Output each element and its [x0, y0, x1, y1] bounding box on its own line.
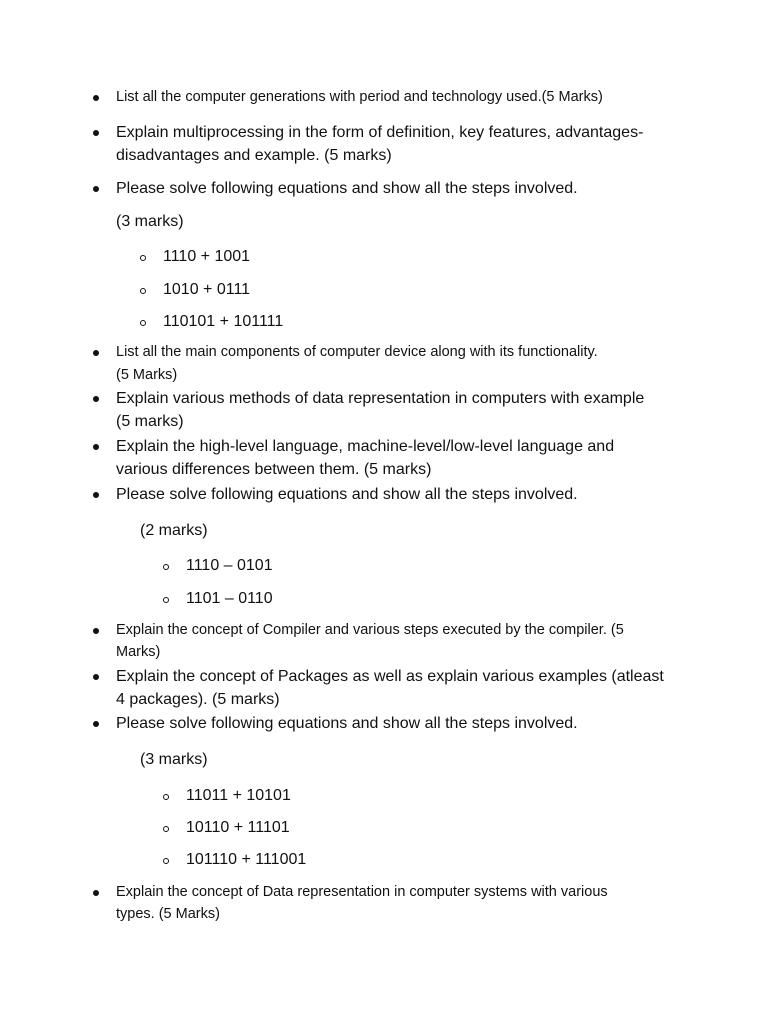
question-7-equation-1: 1110 – 0101 — [186, 557, 273, 574]
question-7-marks: (2 marks) — [140, 522, 208, 539]
bullet-icon — [93, 186, 99, 192]
bullet-icon — [93, 890, 99, 896]
sub-bullet-icon — [163, 564, 169, 570]
question-4-line-1: List all the main components of computer device along with its functionality. — [116, 344, 598, 360]
question-1-line-1: List all the computer generations with period and technology used.(5 Marks) — [116, 89, 603, 105]
sub-bullet-icon — [140, 255, 146, 261]
bullet-icon — [93, 721, 99, 727]
question-3-marks: (3 marks) — [116, 213, 184, 230]
question-2-line-1: Explain multiprocessing in the form of definition, key features, advantages- — [116, 124, 644, 141]
question-5-line-1: Explain various methods of data representation in computers with example — [116, 390, 645, 407]
question-6-line-2: various differences between them. (5 marks) — [116, 461, 432, 478]
question-10-line-1: Please solve following equations and show all the steps involved. — [116, 715, 578, 732]
question-3-equation-3: 110101 + 101111 — [163, 313, 284, 330]
question-10-equation-2: 10110 + 11101 — [186, 819, 290, 836]
question-10-equation-3: 101110 + 111001 — [186, 851, 307, 868]
question-7-line-1: Please solve following equations and show all the steps involved. — [116, 486, 578, 503]
question-9-line-2: 4 packages). (5 marks) — [116, 691, 280, 708]
sub-bullet-icon — [163, 597, 169, 603]
question-11-line-1: Explain the concept of Data representation in computer systems with various — [116, 884, 608, 900]
sub-bullet-icon — [163, 858, 169, 864]
question-6-line-1: Explain the high-level language, machine-level/low-level language and — [116, 438, 615, 455]
bullet-icon — [93, 396, 99, 402]
question-7-equation-2: 1101 – 0110 — [186, 590, 273, 607]
sub-bullet-icon — [140, 320, 146, 326]
question-8-line-2: Marks) — [116, 644, 161, 660]
bullet-icon — [93, 95, 99, 101]
question-10-marks: (3 marks) — [140, 751, 208, 768]
bullet-icon — [93, 492, 99, 498]
question-4-line-2: (5 Marks) — [116, 367, 178, 383]
sub-bullet-icon — [140, 288, 146, 294]
question-3-line-1: Please solve following equations and show all the steps involved. — [116, 180, 578, 197]
bullet-icon — [93, 130, 99, 136]
question-11-line-2: types. (5 Marks) — [116, 906, 220, 922]
question-9-line-1: Explain the concept of Packages as well as explain various examples (atleast — [116, 668, 664, 685]
bullet-icon — [93, 444, 99, 450]
question-3-equation-2: 1010 + 0111 — [163, 281, 251, 298]
question-3-equation-1: 1110 + 1001 — [163, 248, 251, 265]
bullet-icon — [93, 674, 99, 680]
bullet-icon — [93, 350, 99, 356]
bullet-icon — [93, 628, 99, 634]
sub-bullet-icon — [163, 794, 169, 800]
question-2-line-2: disadvantages and example. (5 marks) — [116, 147, 392, 164]
question-5-line-2: (5 marks) — [116, 413, 184, 430]
question-10-equation-1: 11011 + 10101 — [186, 787, 291, 804]
sub-bullet-icon — [163, 826, 169, 832]
question-8-line-1: Explain the concept of Compiler and various steps executed by the compiler. (5 — [116, 622, 624, 638]
